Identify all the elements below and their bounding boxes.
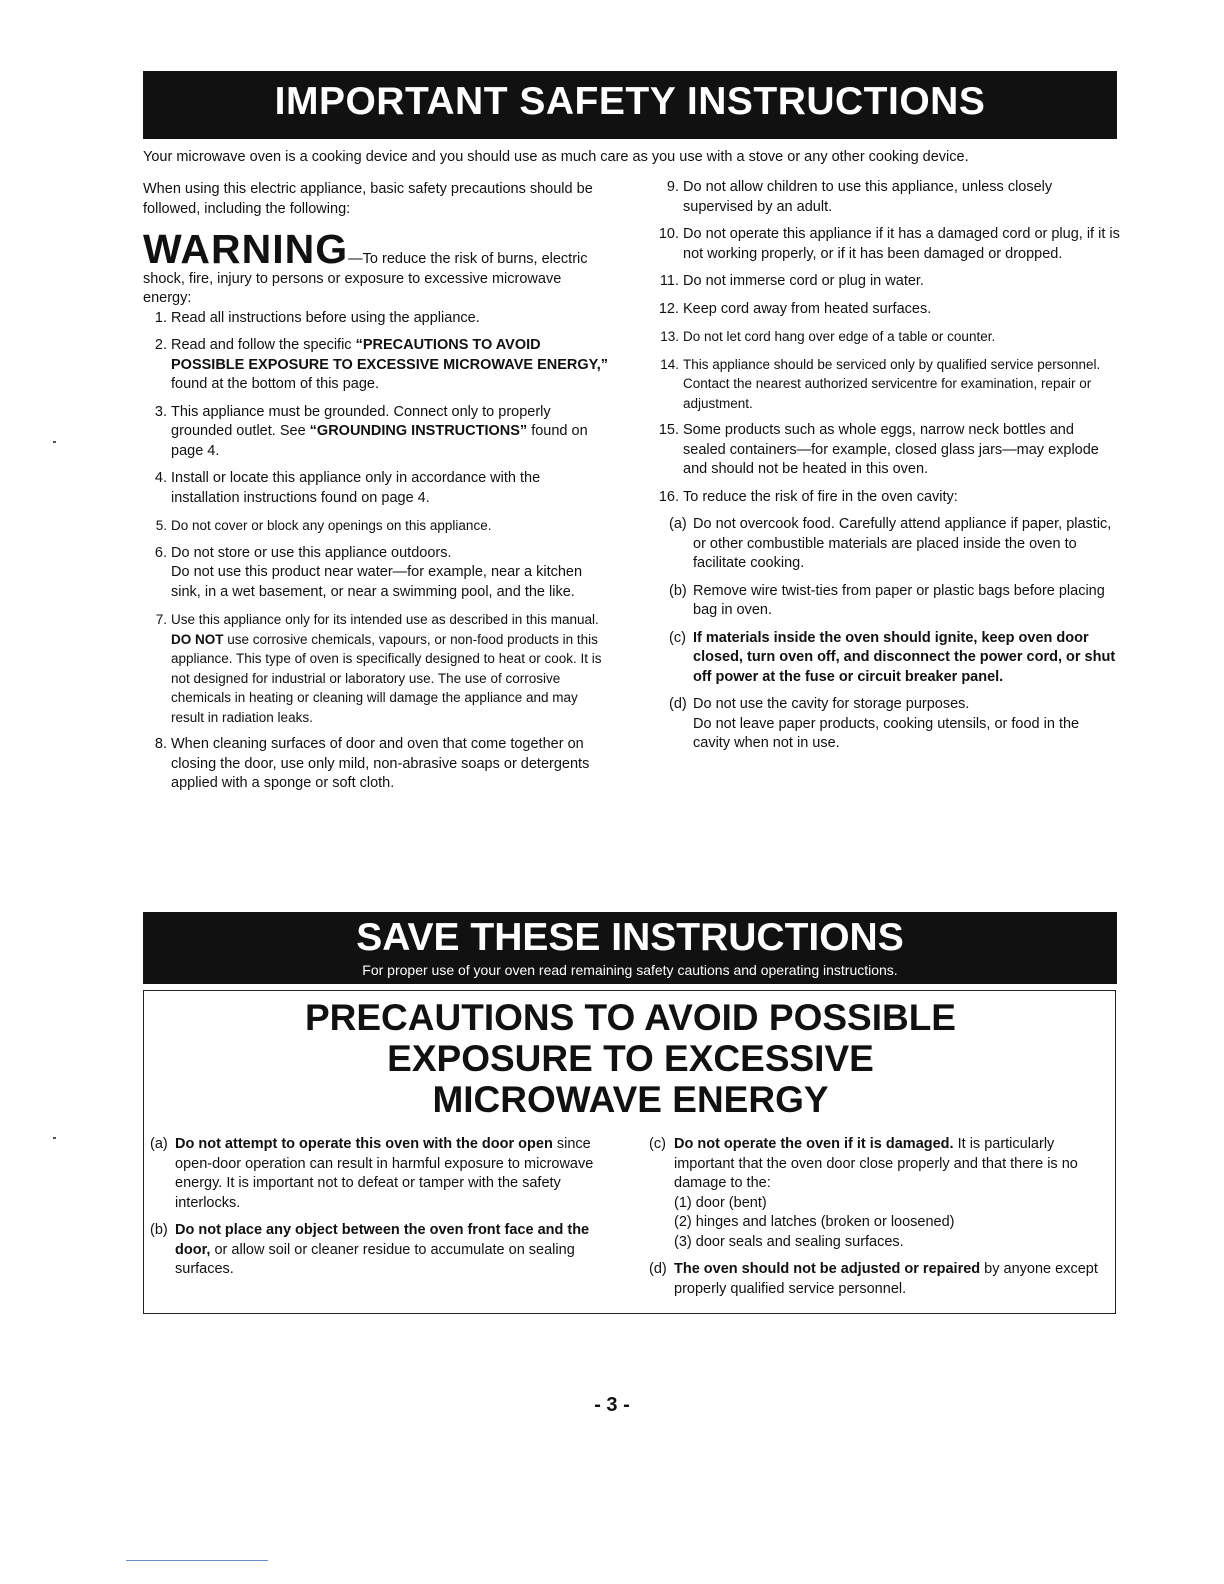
item-text: When cleaning surfaces of door and oven that come together on closing the door, use only mild, non-abrasive soaps or detergents applied with a sponge or soft cloth. bbox=[171, 736, 590, 791]
sub-text: Do not use the cavity for storage purposes. bbox=[693, 696, 970, 712]
item-text: use corrosive chemicals, vapours, or non-food products in this appliance. This type of oven is specifically designed to heat or cook. It is not designed for industrial or laboratory use. The use of corrosive chemicals in heating or cleaning will damage the appliance and may result in radiation leaks. bbox=[171, 631, 602, 725]
list-item bbox=[655, 300, 1120, 320]
item-number: 3. bbox=[154, 403, 167, 420]
sub-bold-text: If materials inside the oven should ignite, keep oven door closed, turn oven off, and disconnect the power cord, or shut off power at the fuse or circuit breaker panel. bbox=[693, 629, 1116, 685]
warning-word: WARNING bbox=[143, 226, 349, 272]
right-column bbox=[655, 178, 1120, 762]
list-item bbox=[655, 225, 1120, 264]
precautions-box bbox=[143, 990, 1116, 1314]
item-text: Do not let cord hang over edge of a table or counter. bbox=[683, 329, 996, 344]
item-number: 6. bbox=[154, 544, 167, 561]
list-item bbox=[143, 610, 608, 727]
precaution-item bbox=[150, 1221, 600, 1280]
sub-bold-text: Do not attempt to operate this oven with the door open bbox=[175, 1136, 553, 1152]
item-number: 15. bbox=[658, 422, 679, 438]
page-number: - 3 - bbox=[594, 1394, 630, 1416]
item-number: 14. bbox=[660, 356, 679, 372]
sub-text: Do not overcook food. Carefully attend appliance if paper, plastic, or other combustible materials are placed inside the oven to facilitate cooking. bbox=[693, 516, 1112, 571]
list-item bbox=[143, 403, 608, 462]
item-bold-text: DO NOT bbox=[171, 631, 224, 647]
item-text: Read all instructions before using the appliance. bbox=[171, 309, 480, 326]
save-title: SAVE THESE INSTRUCTIONS bbox=[356, 916, 904, 959]
lead-paragraph: When using this electric appliance, basic safety precautions should be followed, including the following: bbox=[143, 181, 593, 217]
sub-label: (c) bbox=[669, 629, 686, 646]
sub-label: (c) bbox=[649, 1136, 666, 1152]
sub-text: Do not leave paper products, cooking utensils, or food in the cavity when not in use. bbox=[693, 715, 1080, 751]
list-item bbox=[143, 516, 608, 536]
item-text: Do not cover or block any openings on this appliance. bbox=[171, 518, 492, 533]
list-item bbox=[655, 421, 1120, 480]
item-number: 10. bbox=[658, 226, 679, 242]
item-text: Use this appliance only for its intended use as described in this manual. bbox=[171, 612, 599, 627]
item-text: Some products such as whole eggs, narrow neck bottles and sealed containers—for example, closed glass jars—may explode and should not be heated in this oven. bbox=[683, 422, 1099, 477]
precaution-item bbox=[649, 1135, 1111, 1252]
list-item bbox=[655, 178, 1120, 217]
scan-mark bbox=[53, 1137, 56, 1139]
save-subtitle: For proper use of your oven read remaining safety cautions and operating instructions. bbox=[362, 962, 898, 978]
item-number: 4. bbox=[154, 470, 167, 486]
list-item bbox=[143, 336, 608, 395]
sub-label: (d) bbox=[649, 1261, 667, 1277]
left-column bbox=[143, 180, 608, 802]
safety-title-banner bbox=[143, 71, 1117, 139]
list-item bbox=[143, 735, 608, 794]
item-number: 9. bbox=[666, 179, 679, 195]
safety-title: IMPORTANT SAFETY INSTRUCTIONS bbox=[274, 80, 986, 123]
item-text: Keep cord away from heated surfaces. bbox=[683, 300, 932, 317]
list-item bbox=[655, 327, 1120, 347]
precaution-item bbox=[649, 1260, 1111, 1299]
item-number: 1. bbox=[154, 309, 167, 326]
sub-bold-text: Do not place any object between the oven front face and the door, bbox=[175, 1222, 590, 1258]
intro-text: Your microwave oven is a cooking device and you should use as much care as you use with a stove or any other cooking device. bbox=[143, 149, 969, 165]
sub-item bbox=[655, 515, 1120, 574]
sub-item bbox=[655, 629, 1120, 688]
list-item bbox=[143, 309, 608, 329]
item-text: found on page 4. bbox=[171, 423, 588, 459]
precautions-title-line: EXPOSURE TO EXCESSIVE bbox=[387, 1038, 874, 1079]
item-text: Do not allow children to use this appliance, unless closely supervised by an adult. bbox=[683, 179, 1053, 215]
item-bold-text: “GROUNDING INSTRUCTIONS” bbox=[309, 423, 528, 439]
list-item bbox=[143, 469, 608, 508]
footer-line bbox=[126, 1560, 268, 1561]
item-text: Do not operate this appliance if it has a damaged cord or plug, if it is not working properly, or if it has been damaged or dropped. bbox=[683, 226, 1120, 262]
sub-label: (d) bbox=[669, 696, 687, 712]
sub-label: (a) bbox=[150, 1136, 168, 1152]
precautions-title bbox=[144, 991, 1117, 1120]
item-number: 16. bbox=[658, 488, 679, 505]
sub-text: or allow soil or cleaner residue to accumulate on sealing surfaces. bbox=[175, 1241, 575, 1277]
item-number: 12. bbox=[658, 300, 679, 317]
sub-label: (b) bbox=[150, 1222, 168, 1238]
item-number: 2. bbox=[154, 337, 167, 353]
sub-label: (a) bbox=[669, 516, 687, 532]
item-text: Do not use this product near water—for example, near a kitchen sink, in a wet basement, or near a swimming pool, and the like. bbox=[171, 564, 583, 600]
warning-paragraph bbox=[143, 226, 608, 309]
item-text: Read and follow the specific bbox=[171, 337, 356, 353]
sub-bold-text: Do not operate the oven if it is damaged. bbox=[674, 1136, 954, 1152]
item-number: 7. bbox=[155, 612, 167, 627]
sub-text: (3) door seals and sealing surfaces. bbox=[674, 1233, 904, 1250]
list-item bbox=[143, 544, 608, 603]
item-number: 5. bbox=[155, 518, 167, 533]
precaution-item bbox=[150, 1135, 600, 1213]
item-text: Do not immerse cord or plug in water. bbox=[683, 273, 924, 289]
precautions-title-line: PRECAUTIONS TO AVOID POSSIBLE bbox=[304, 997, 956, 1038]
warning-text: —To reduce the risk of burns, electric shock, fire, injury to persons or exposure to excessive microwave energy: bbox=[143, 251, 588, 306]
precautions-right-column bbox=[649, 1135, 1111, 1307]
item-bold-text: “PRECAUTIONS TO AVOID POSSIBLE EXPOSURE TO EXCESSIVE MICROWAVE ENERGY,” bbox=[171, 337, 608, 373]
item-number: 11. bbox=[659, 273, 679, 289]
sub-bold-text: The oven should not be adjusted or repaired bbox=[674, 1261, 981, 1277]
scan-mark bbox=[53, 441, 56, 443]
sub-text: Remove wire twist-ties from paper or plastic bags before placing bag in oven. bbox=[693, 582, 1105, 618]
sub-item bbox=[655, 582, 1120, 621]
item-text: This appliance should be serviced only by qualified service personnel. Contact the nearest authorized servicentre for examination, repair or adjustment. bbox=[683, 356, 1101, 411]
sub-text: (1) door (bent) bbox=[674, 1194, 767, 1211]
list-item bbox=[655, 272, 1120, 292]
item-text: Do not store or use this appliance outdoors. bbox=[171, 544, 452, 561]
item-text: This appliance must be grounded. Connect only to properly grounded outlet. See bbox=[171, 403, 551, 439]
list-item bbox=[655, 488, 1120, 508]
precautions-left-column bbox=[150, 1135, 600, 1288]
save-instructions-banner bbox=[143, 912, 1117, 984]
sub-label: (b) bbox=[669, 582, 687, 599]
item-text: found at the bottom of this page. bbox=[171, 376, 379, 392]
sub-text: by anyone except properly qualified service personnel. bbox=[674, 1261, 1098, 1297]
sub-text: It is particularly important that the oven door close properly and that there is no damage to the: bbox=[674, 1136, 1078, 1191]
sub-text: since open-door operation can result in harmful exposure to microwave energy. It is important not to defeat or tamper with the safety interlocks. bbox=[175, 1136, 594, 1211]
sub-text: (2) hinges and latches (broken or loosened) bbox=[674, 1214, 955, 1230]
sub-item bbox=[655, 695, 1120, 754]
item-number: 8. bbox=[154, 736, 167, 752]
item-text: Install or locate this appliance only in accordance with the installation instructions found on page 4. bbox=[171, 470, 541, 506]
item-text: To reduce the risk of fire in the oven cavity: bbox=[683, 488, 958, 505]
precautions-title-line: MICROWAVE ENERGY bbox=[432, 1079, 829, 1120]
item-number: 13. bbox=[660, 329, 679, 344]
list-item bbox=[655, 355, 1120, 414]
